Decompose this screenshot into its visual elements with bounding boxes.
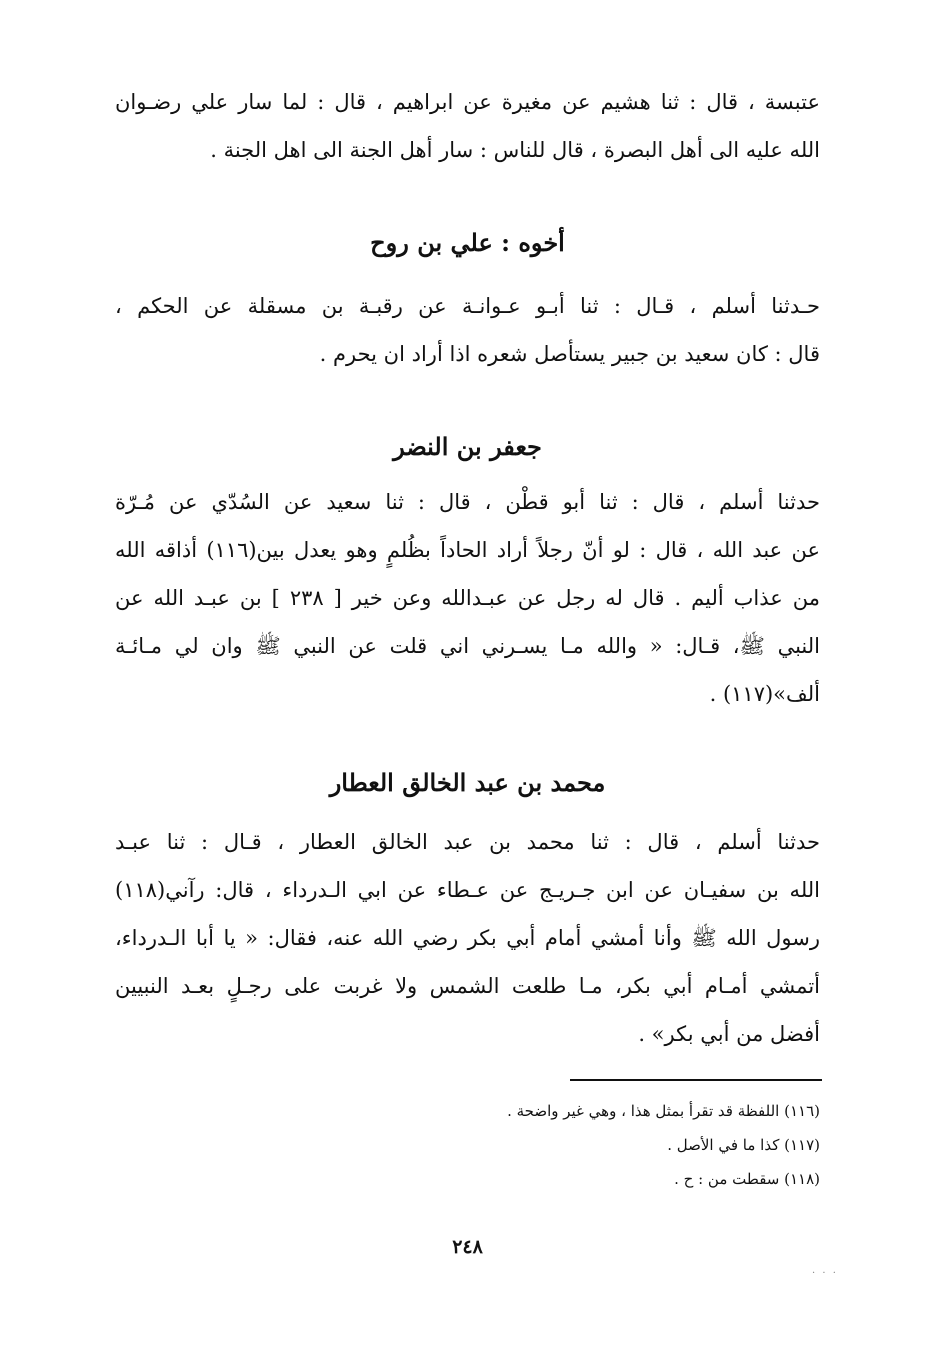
text-line: الله عليه الى أهل البصرة ، قال للناس : سار أهل الجنة الى اهل الجنة . [210, 138, 820, 162]
paragraph-section-2 [115, 478, 820, 718]
scan-speckle: · · · [812, 1268, 838, 1279]
text-line: أفضل من أبي بكر» . [638, 1022, 820, 1046]
text-line: ألف»(١١٧) . [709, 682, 820, 706]
text-line: عن عبد الله ، قال : لو أنّ رجلاً أراد الحاداً بظُلمٍ وهو يعدل بين(١١٦) أذاقه الله [115, 538, 820, 562]
section-heading: محمد بن عبد الخالق العطار [329, 768, 606, 797]
footnote: (١١٨) سقطت من : ح . [674, 1170, 820, 1188]
footnotes [320, 1094, 820, 1196]
paragraph-section-3 [115, 818, 820, 1058]
footnote: (١١٦) اللفظة قد تقرأ بمثل هذا ، وهي غير واضحة . [507, 1102, 820, 1120]
text-line: حدثنا أسلم ، قال : ثنا محمد بن عبد الخالق العطار ، قـال : ثنا عبـد [115, 830, 820, 854]
text-line: الله بن سفيـان عن ابن جـريـج عن عـطاء عن ابي الـدرداء ، قال: رآني(١١٨) [115, 878, 820, 902]
text-line: من عذاب أليم . قال له رجل عن عبـدالله وعن خير [ ٢٣٨ ] بن عبـد الله عن [115, 586, 820, 610]
text-line: رسول الله ﷺ وأنا أمشي أمام أبي بكر رضي الله عنه، فقال: « يا أبا الـدرداء، [115, 926, 820, 950]
text-line: عتبسة ، قال : ثنا هشيم عن مغيرة عن ابراهيم ، قال : لما سار علي رضـوان [115, 90, 820, 114]
text-line: أتمشي أمـام أبي بكر، مـا طلعت الشمس ولا غربت على رجـلٍ بعـد النبيين [115, 974, 820, 998]
text-line: النبي ﷺ، قـال: « والله مـا يسـرني اني قلت عن النبي ﷺ وان لي مـائـة [115, 634, 820, 658]
page-number: ٢٤٨ [452, 1236, 483, 1258]
paragraph-intro [115, 78, 820, 174]
footnote: (١١٧) كذا ما في الأصل . [667, 1136, 820, 1154]
text-line: حدثنا أسلم ، قال : ثنا أبو قطْن ، قال : ثنا سعيد عن السُدّي عن مُـرّة [115, 490, 820, 514]
text-line: قال : كان سعيد بن جبير يستأصل شعره اذا أراد ان يحرم . [319, 342, 820, 366]
section-heading: جعفر بن النضر [393, 432, 542, 461]
section-heading: أخوه : علي بن روح [370, 228, 565, 257]
footnote-divider [570, 1079, 822, 1081]
paragraph-section-1 [115, 282, 820, 378]
text-line: حـدثنا أسلم ، قـال : ثنا أبـو عـوانـة عن رقبـة بن مسقلة عن الحكم ، [115, 294, 820, 318]
